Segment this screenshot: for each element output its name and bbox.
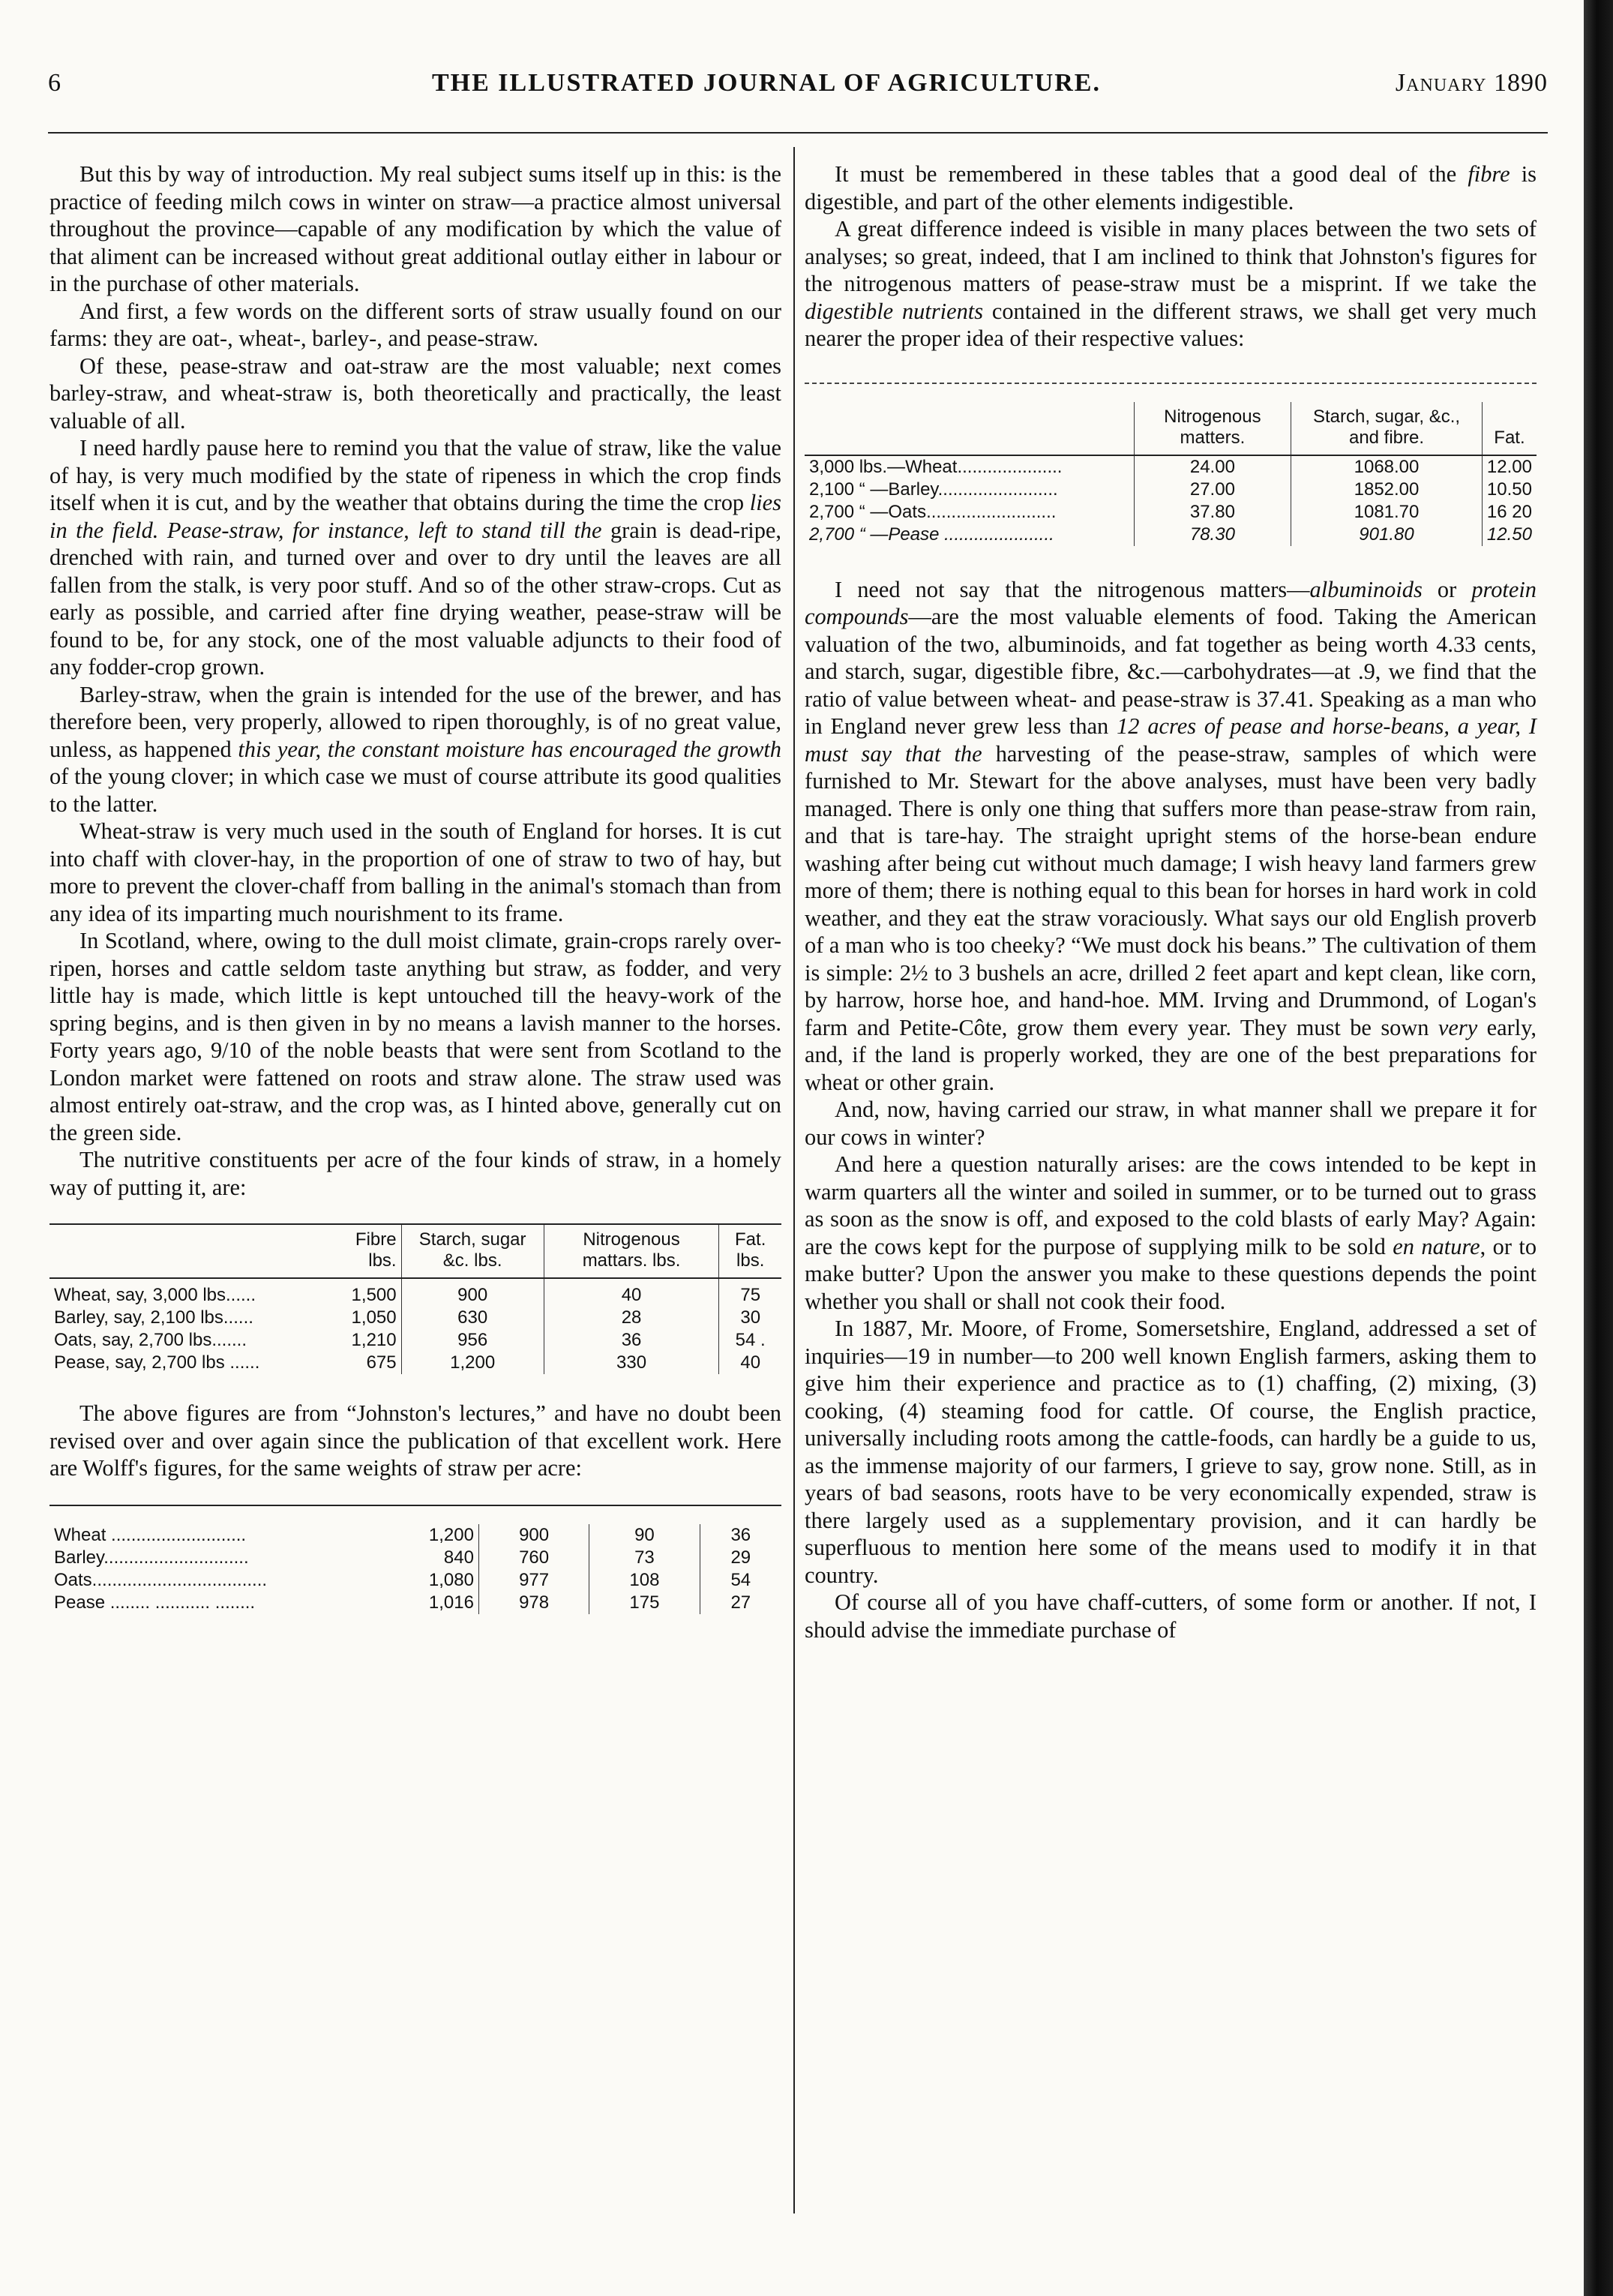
paragraph [805,215,1537,353]
paragraph: The above figures are from “Johnston's lectures,” and have no doubt been revised over and over again since the publication of that excellent work. Here are Wolff's figures, for the same weights of straw per acre: [49,1400,781,1481]
text-run: grain is dead-ripe, drenched with rain, and turned over and over to dry until the leaves are all fallen from the stalk, is very poor stuff. And so of the other straw-crops. Cut as early as possible, and carried after fine drying weather, pease-straw will be found to be, for any stock, one of the most valuable adjuncts to their food of any fodder-crop grown. [49,517,781,680]
header-rule [48,132,1548,134]
table-row: Oats, say, 2,700 lbs....... 1,210 956 36 54 . [49,1329,781,1352]
johnston-table [49,1223,781,1374]
paragraph: Of course all of you have chaff-cutters, of some form or another. If not, I should advise the immediate purchase of [805,1589,1537,1643]
text-run: harvesting of the pease-straw, samples of which were furnished to Mr. Stewart for the above analyses, must have been very badly managed. There is only one thing that suffers more than pease-straw from rain, and that is tare-hay. The straight upright stems of the horse-bean endure washing after being cut without much damage; I wish heavy land farmers grew more of them; there is nothing equal to this bean for horses in hard work in cold weather, and they eat the straw voraciously. What says our old English proverb of a man who is too cheeky? “We must dock his beans.” The cultivation of them is simple: 2½ to 3 bushels an acre, drilled 2 feet apart and kept clean, like corn, by harrow, horse hoe, and hand-hoe. MM. Irving and Drummond, of Logan's farm and Petite-Côte, grow them every year. They must be sown [805,740,1537,1040]
table-row: 2,700 “ —Pease ...................... 78.30 901.80 12.50 [805,524,1537,546]
table-row: Barley, say, 2,100 lbs...... 1,050 630 28 30 [49,1307,781,1329]
paragraph [49,681,781,818]
paragraph [49,434,781,681]
text-run: , or to make butter? Upon the answer you make to these questions depends the point whether you shall or shall not cook their food. [805,1233,1537,1314]
table-row: Oats................................... 1,080 977 108 54 [49,1569,781,1592]
text-run: or [1422,576,1472,602]
table-header: Starch, sugar &c. lbs. [401,1225,544,1278]
wolff-table [49,1505,781,1614]
table-row: Pease, say, 2,700 lbs ...... 675 1,200 330 40 [49,1352,781,1374]
paragraph: And, now, having carried our straw, in what manner shall we prepare it for our cows in winter? [805,1097,1537,1150]
table-header: Nitrogenous matters. [1134,402,1291,455]
paragraph: But this by way of introduction. My real subject sums itself up in this: is the practice of feeding milch cows in winter on straw—a practice almost universal throughout the province—capable of any modification by which the value of that aliment can be increased without great additional outlay either in labour or in the purchase of other materials. [49,161,781,296]
text-run: I need hardly pause here to remind you that the value of straw, like the value of hay, is very much modified by the state of ripeness in which the crop finds itself when it is cut, and by the weather that obtains during the time the crop [49,435,781,515]
right-column [805,161,1537,1643]
table-header: Nitrogenous mattars. lbs. [544,1225,719,1278]
page-number: 6 [48,69,61,97]
digestible-nutrients-table [805,383,1537,546]
italic-run: protein compounds [805,576,1537,629]
paragraph: In 1887, Mr. Moore, of Frome, Somersetshire, England, addressed a set of inquiries—19 in number—to 200 well known English farmers, asking them to give him their experience and practice as to (1) chaffing, (2) mixing, (3) cooking, (4) steaming food for cattle. Of course, the English practice, universally including roots among the cattle-foods, can hardly be a guide to us, as the immense majority of our farmers, I grieve to say, grow none. Still, as in years of bad seasons, roots have to be very economically expended, straw is there largely used as a supplementary provision, and it can hardly be superfluous to mention here some of the means used to modify it in that country. [805,1316,1537,1588]
italic-run: fibre [1468,161,1510,187]
table-header: Fat. [1482,402,1537,455]
paragraph [805,1151,1537,1315]
running-header [48,69,1548,114]
left-column [49,161,781,1640]
italic-run: en nature [1393,1233,1480,1259]
table-row: Wheat ........................... 1,200 900 90 36 [49,1524,781,1547]
text-run: is digestible, and part of the other elements indigestible. [805,161,1537,215]
table-row: 3,000 lbs.—Wheat..................... 24.00 1068.00 12.00 [805,455,1537,479]
journal-title: THE ILLUSTRATED JOURNAL OF AGRICULTURE. [432,69,1101,97]
table-row: Pease ........ ........... ........ 1,016 978 175 27 [49,1592,781,1614]
table-header: Fat. lbs. [719,1225,781,1278]
paragraph: The nutritive constituents per acre of the four kinds of straw, in a homely way of putting it, are: [49,1147,781,1200]
italic-run: albuminoids [1309,576,1423,602]
paragraph: Wheat-straw is very much used in the south of England for horses. It is cut into chaff with clover-hay, in the proportion of one of straw to two of hay, but more to prevent the clover-chaff from balling in the animal's stomach than from any idea of its imparting much nourishment to its frame. [49,818,781,926]
italic-run: very [1438,1014,1478,1040]
italic-run: lies in the field. Pease-straw, for instance, left to stand till the [49,490,781,543]
table-row: Barley............................. 840 760 73 29 [49,1547,781,1569]
italic-run: 12 acres of pease and horse-beans, a year, I must say that the [805,713,1537,767]
italic-run: digestible nutrients [805,298,984,324]
text-run: —are the most valuable elements of food. Taking the American valuation of the two, albuminoids, and fat together as being worth 4.33 cents, and starch, sugar, digestible fibre, &c.—carbohydrates—at .9, we find that the ratio of value between wheat- and pease-straw is 37.41. Speaking as a man who in England never grew less than [805,604,1537,739]
table-row: 2,100 “ —Barley........................ 27.00 1852.00 10.50 [805,479,1537,501]
paragraph [805,161,1537,215]
text-run: And here a question naturally arises: are the cows intended to be kept in warm quarters all the winter and soiled in summer, or to be turned out to grass as soon as the snow is off, and exposed to the cold blasts of early May? Again: are the cows kept for the purpose of supplying milk to be sold [805,1151,1537,1259]
table-header: Fibre lbs. [328,1225,401,1278]
text-run: early, and, if the land is properly worked, they are one of the best preparations for wheat or other grain. [805,1014,1537,1095]
paragraph: And first, a few words on the different sorts of straw usually found on our farms: they are oat-, wheat-, barley-, and pease-straw. [49,298,781,351]
text-run: A great difference indeed is visible in many places between the two sets of analyses; so great, indeed, that I am inclined to think that Johnston's figures for the nitrogenous matters of pease-straw must be a misprint. If we take the [805,216,1537,296]
column-divider [793,147,795,2213]
text-run: Barley-straw, when the grain is intended for the use of the brewer, and has therefore been, very properly, allowed to ripen thoroughly, is of no great value, unless, as happened [49,681,781,762]
text-run: of the young clover; in which case we must of course attribute its good qualities to the latter. [49,764,781,817]
page-edge-shadow [1584,0,1613,2296]
table-row: 2,700 “ —Oats.......................... 37.80 1081.70 16 20 [805,501,1537,524]
paragraph [805,576,1537,1097]
italic-run: this year, the constant moisture has encouraged the growth [238,736,781,762]
paragraph: In Scotland, where, owing to the dull moist climate, grain-crops rarely over-ripen, horses and cattle seldom taste anything but straw, as fodder, and very little hay is made, which little is kept untouched till the heavy-work of the spring begins, and is then given in by no means a lavish manner to the horses. Forty years ago, 9/10 of the noble beasts that were sent from Scotland to the London market were fattened on roots and straw alone. The straw used was almost entirely oat-straw, and the crop was, as I hinted above, generally cut on the green side. [49,928,781,1145]
table-header: Starch, sugar, &c., and fibre. [1291,402,1483,455]
text-run: I need not say that the nitrogenous matters— [835,576,1310,602]
text-run: contained in the different straws, we shall get very much nearer the proper idea of their respective values: [805,298,1537,351]
table-row: Wheat, say, 3,000 lbs...... 1,500 900 40 75 [49,1278,781,1307]
text-run: It must be remembered in these tables that a good deal of the [835,161,1468,187]
paragraph: Of these, pease-straw and oat-straw are the most valuable; next comes barley-straw, and wheat-straw is, both theoretically and practically, the least valuable of all. [49,353,781,434]
issue-date: January 1890 [1395,69,1548,97]
